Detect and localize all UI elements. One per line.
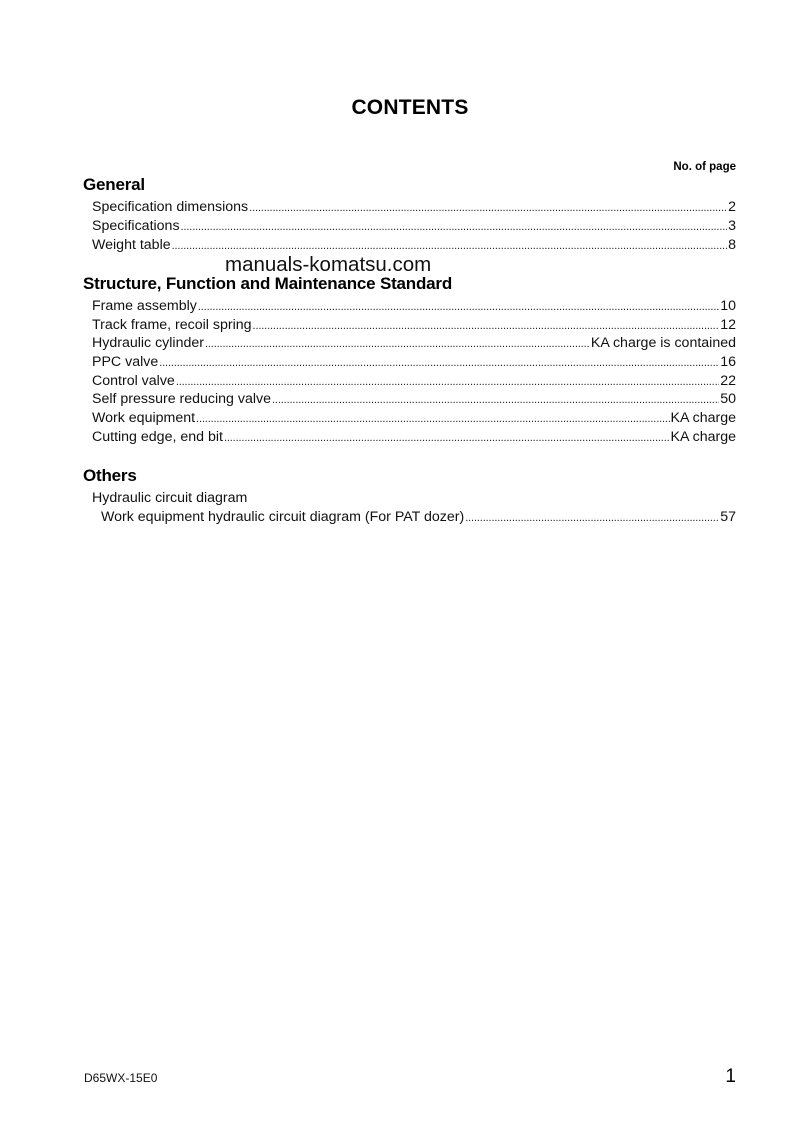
toc-entry[interactable] [92, 298, 736, 316]
leader-dots [196, 413, 669, 425]
page-title: CONTENTS [351, 96, 469, 119]
toc-entry-label: Track frame, recoil spring [92, 317, 252, 333]
leader-dots [205, 338, 590, 350]
toc-subheading[interactable] [92, 490, 736, 508]
toc-entry[interactable] [92, 218, 736, 236]
toc-entry-page: KA charge [670, 410, 736, 426]
footer-page-number: 1 [725, 1066, 736, 1087]
toc-entry-label: Weight table [92, 237, 171, 253]
toc-entry-page: KA charge is contained [590, 335, 736, 351]
leader-dots [159, 357, 719, 369]
toc-entry-label: Cutting edge, end bit [92, 429, 223, 445]
toc-entry-label: PPC valve [92, 354, 159, 370]
toc-entry-page: 22 [720, 373, 736, 389]
page-number-column-header: No. of page [673, 161, 736, 173]
toc-entry-page: 8 [728, 237, 736, 253]
toc-entry[interactable] [92, 335, 736, 353]
toc-entry[interactable] [92, 354, 736, 372]
section-heading-general: General [83, 175, 145, 194]
toc-entry-label: Hydraulic circuit diagram [92, 490, 248, 506]
leader-dots [172, 240, 728, 252]
leader-dots [198, 301, 719, 313]
toc-entry-label: Self pressure reducing valve [92, 391, 272, 407]
toc-entry-page: 2 [728, 199, 736, 215]
toc-entry-label: Specifications [92, 218, 180, 234]
leader-dots [249, 202, 727, 214]
leader-dots [224, 432, 670, 444]
toc-entry-page: 3 [728, 218, 736, 234]
toc-entry-page: KA charge [670, 429, 736, 445]
leader-dots [465, 512, 719, 524]
toc-entry[interactable] [92, 373, 736, 391]
toc-entry-label: Control valve [92, 373, 175, 389]
toc-entry-label: Frame assembly [92, 298, 197, 314]
leader-dots [272, 394, 719, 406]
toc-entry[interactable] [92, 199, 736, 217]
toc-entry-page: 57 [720, 509, 736, 525]
toc-entry[interactable] [92, 317, 736, 335]
toc-entry[interactable] [92, 391, 736, 409]
toc-entry-label: Specification dimensions [92, 199, 249, 215]
leader-dots [181, 221, 728, 233]
toc-entry-page: 16 [720, 354, 736, 370]
toc-entry-label: Hydraulic cylinder [92, 335, 204, 351]
toc-entry[interactable] [101, 509, 736, 527]
watermark-text: manuals-komatsu.com [225, 253, 432, 276]
toc-entry-label: Work equipment hydraulic circuit diagram (For PAT dozer) [101, 509, 465, 525]
section-heading-structure: Structure, Function and Maintenance Standard [83, 274, 453, 293]
toc-entry-page: 12 [720, 317, 736, 333]
leader-dots [253, 320, 720, 332]
leader-dots [176, 376, 719, 388]
toc-entry-page: 50 [720, 391, 736, 407]
toc-entry[interactable] [92, 429, 736, 447]
footer-model-code: D65WX-15E0 [84, 1071, 158, 1085]
toc-entry[interactable] [92, 410, 736, 428]
section-heading-others: Others [83, 466, 137, 485]
toc-entry-page: 10 [720, 298, 736, 314]
toc-entry-label: Work equipment [92, 410, 196, 426]
